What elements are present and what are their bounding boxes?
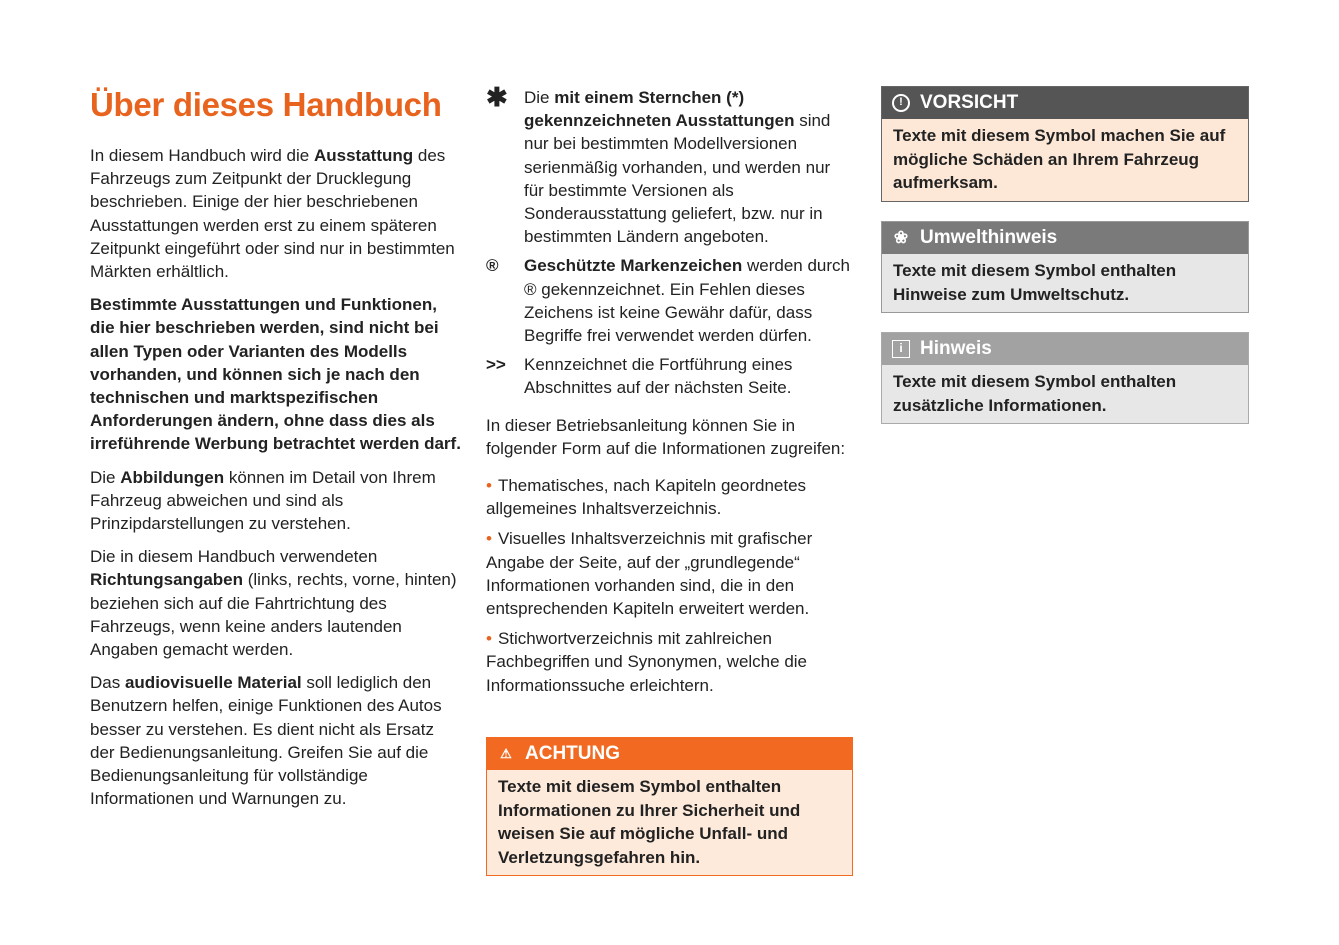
text-run: soll lediglich den Benutzern helfen, einige Funktionen des Autos besser zu verstehen. Es dient nicht als Ersatz der Bedienungsanleitung. Greifen Sie auf die Bedienungsanleitung für vollständige Informationen und Warnungen zu. (90, 673, 442, 809)
umwelt-text: Texte mit diesem Symbol enthalten Hinweise zum Umweltschutz. (893, 261, 1177, 304)
symbol-description (524, 86, 854, 248)
symbol-description (524, 353, 854, 399)
bullet-text: Thematisches, nach Kapiteln geordnetes allgemeines Inhaltsverzeichnis. (486, 476, 807, 519)
intro-text: In dieser Betriebsanleitung können Sie in folgender Form auf die Informationen zugreifen: (486, 415, 846, 458)
bold-text: Ausstattung (313, 146, 414, 165)
text-run: sind nur bei bestimmten Modellversionen serienmäßig vorhanden, und werden nur für bestimmte Versionen als Sonderausstattung geliefert, bzw. nur in bestimmten Ländern angeboten. (524, 111, 831, 247)
asterisk-icon: ✱ (486, 82, 508, 112)
symbol-description (524, 254, 854, 347)
symbols-column (486, 82, 854, 704)
vorsicht-title: VORSICHT (920, 92, 1019, 114)
hinweis-text: Texte mit diesem Symbol enthalten zusätzliche Informationen. (893, 372, 1177, 415)
bullet-item (486, 474, 854, 520)
umwelt-box (881, 221, 1249, 313)
symbol-legend-item (486, 353, 854, 399)
text-run: (links, rechts, vorne, hinten) beziehen sich auf die Fahrtrichtung des Fahrzeugs, wenn keine anders lautenden Angaben gemacht werden. (90, 570, 457, 660)
text-run: Das (90, 673, 125, 693)
text-run: können im Detail von Ihrem Fahrzeug abweichen und sind als Prinzipdarstellungen zu verstehen. (90, 467, 436, 534)
vorsicht-text: Texte mit diesem Symbol machen Sie auf mögliche Schäden an Ihrem Fahrzeug aufmerksam. (893, 126, 1226, 192)
text-run: Kennzeichnet die Fortführung eines Abschnittes auf der nächsten Seite. (524, 355, 793, 398)
symbol-legend-item (486, 254, 854, 347)
registered-icon: ® (486, 256, 499, 276)
paragraph (90, 466, 462, 536)
text-run: Die (90, 467, 121, 487)
intro-column (90, 144, 462, 820)
bold-text: Richtungsangaben (90, 570, 244, 590)
paragraph (90, 671, 462, 810)
text-run: werden durch ® gekennzeichnet. Ein Fehlen dieses Zeichens ist keine Gewähr dafür, dass Begriffe frei verwendet werden dürfen. (524, 256, 850, 346)
text-run: Die in diesem Handbuch verwendeten (90, 547, 378, 567)
bullet-dot-icon: • (486, 476, 492, 496)
bold-text: mit einem Sternchen (*) gekennzeichneten Ausstattungen (524, 88, 795, 131)
bold-text: Abbildungen (120, 467, 225, 487)
bullet-text: Visuelles Inhaltsverzeichnis mit grafischer Angabe der Seite, auf der „grundlegende“ Informationen vorhanden sind, die in den entsprechenden Kapiteln erweitert werden. (486, 529, 813, 619)
paragraph (90, 144, 462, 283)
achtung-text: Texte mit diesem Symbol enthalten Informationen zu Ihrer Sicherheit und weisen Sie auf mögliche Unfall- und Verletzungsgefahren hin. (498, 777, 801, 867)
continue-arrows-icon: >> (486, 355, 506, 375)
bold-text: Geschützte Markenzeichen (524, 256, 743, 276)
bullet-text: Stichwortverzeichnis mit zahlreichen Fachbegriffen und Synonymen, welche die Informationssuche erleichtern. (486, 629, 807, 695)
exclamation-circle-icon: ! (892, 94, 910, 112)
warning-triangle-icon: ⚠ (500, 746, 512, 762)
bullet-dot-icon: • (486, 629, 492, 649)
text-run: Die (524, 88, 555, 107)
bold-text: Bestimmte Ausstattungen und Funktionen, die hier beschrieben werden, sind nicht bei allen Typen oder Varianten des Modells vorhanden, und können sich je nach den technischen und marktspezifischen Anforderungen ändern, ohne dass dies als irreführende Werbung betrachtet werden darf. (90, 295, 461, 454)
info-icon: i (892, 340, 910, 358)
hinweis-box (881, 332, 1249, 424)
achtung-title: ACHTUNG (525, 743, 620, 765)
hinweis-title: Hinweis (920, 338, 992, 360)
page-title: Über dieses Handbuch (90, 86, 442, 123)
flower-icon: ❀ (893, 228, 909, 248)
text-run: des Fahrzeugs zum Zeitpunkt der Drucklegung beschrieben. Einige der hier beschriebenen Ausstattungen werden erst zu einem späteren Zeitpunkt eingeführt oder sind nur in bestimmten Märkten erhältlich. (90, 146, 455, 282)
paragraph (90, 545, 462, 661)
paragraph (90, 293, 462, 455)
text-run: In diesem Handbuch wird die (90, 146, 314, 165)
bold-text: audiovisuelle Material (124, 673, 302, 693)
vorsicht-box (881, 86, 1249, 202)
bullet-item (486, 527, 854, 620)
bullet-item (486, 627, 854, 697)
umwelt-title: Umwelthinweis (920, 227, 1058, 249)
bullet-dot-icon: • (486, 529, 492, 549)
achtung-box (486, 737, 853, 876)
symbol-legend-item (486, 82, 854, 248)
